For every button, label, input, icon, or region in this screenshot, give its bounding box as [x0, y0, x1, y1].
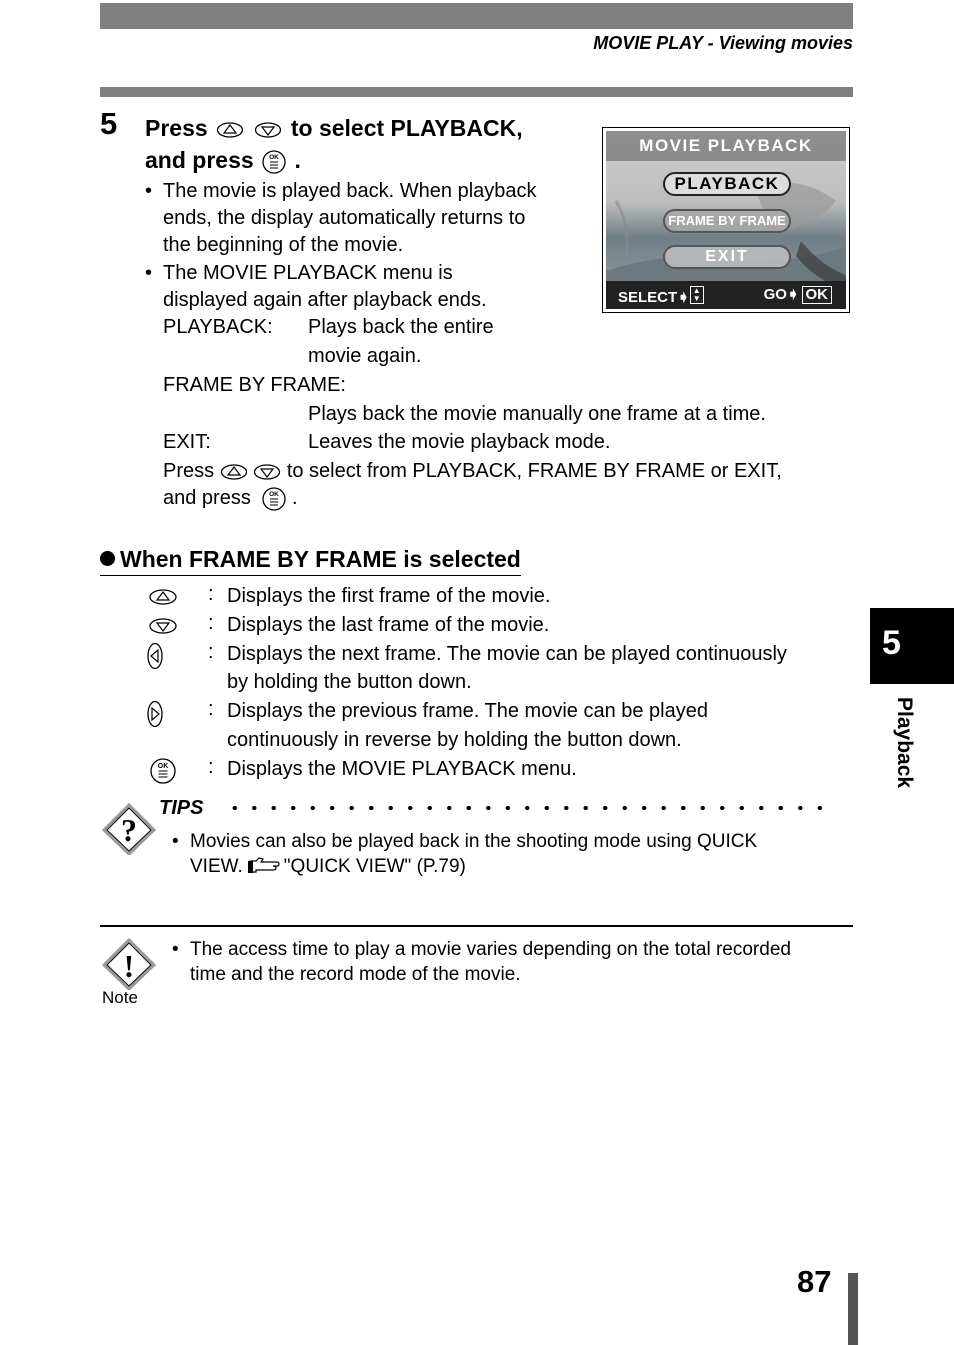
svg-text:OK: OK	[157, 763, 169, 770]
section-item-2: Displays the last frame of the movie.	[227, 614, 550, 636]
page-number: 87	[797, 1264, 832, 1299]
step-number: 5	[100, 106, 118, 141]
step-select-text: to select PLAYBACK,	[290, 115, 523, 141]
tips-text	[190, 829, 757, 882]
option-desc-exit: Leaves the movie playback mode.	[308, 431, 611, 453]
press-rest-text: to select from PLAYBACK, FRAME BY FRAME or EXIT,	[286, 460, 782, 482]
note-line-1: The access time to play a movie varies depending on the total recorded	[190, 939, 791, 960]
step-and-press-label: and press	[145, 147, 254, 173]
colon: :	[208, 756, 214, 778]
option-desc-line: movie again.	[308, 345, 422, 367]
tips-view-text: VIEW.	[190, 856, 243, 877]
svg-text:OK: OK	[269, 490, 280, 498]
lcd-ok-label: OK	[802, 286, 833, 304]
section-item-5: Displays the MOVIE PLAYBACK menu.	[227, 758, 577, 780]
tips-dotted-rule	[225, 803, 830, 813]
down-arrow-button-icon	[254, 121, 282, 139]
header-title: MOVIE PLAY - Viewing movies	[593, 33, 853, 53]
lcd-menu-playback: PLAYBACK	[663, 172, 791, 196]
lcd-title: MOVIE PLAYBACK	[606, 131, 846, 161]
step-instruction	[145, 112, 523, 176]
section-item-3-line-1: Displays the next frame. The movie can be played continuously	[227, 643, 787, 665]
step-press-label: Press	[145, 115, 208, 141]
bullet-dot-icon	[100, 551, 115, 566]
note-rule	[100, 925, 853, 927]
bullet-2	[163, 260, 487, 314]
left-arrow-button-icon	[146, 642, 164, 675]
up-arrow-button-icon	[216, 121, 244, 139]
ok-button-icon	[262, 486, 286, 512]
lcd-arrow-icon: ➧	[677, 289, 690, 306]
bullet-marker: •	[145, 262, 153, 284]
press-instruction	[163, 458, 782, 512]
svg-text:?: ?	[121, 812, 137, 848]
bullet-1-line-2: ends, the display automatically returns to	[163, 207, 526, 229]
bullet-2-line-1: The MOVIE PLAYBACK menu is	[163, 262, 453, 284]
bullet-1	[163, 178, 537, 259]
ok-button-icon	[262, 149, 286, 175]
press-label: Press	[163, 460, 215, 482]
bullet-1-line-3: the beginning of the movie.	[163, 234, 404, 256]
note-text	[190, 937, 791, 987]
lcd-menu-frame-by-frame: FRAME BY FRAME	[663, 209, 791, 233]
press-period: .	[291, 487, 298, 509]
step-period: .	[294, 147, 301, 173]
tips-line-2	[190, 854, 757, 882]
lcd-go-hint	[764, 285, 832, 304]
page-number-bar	[848, 1273, 858, 1345]
up-arrow-button-icon	[220, 463, 248, 481]
option-term-exit: EXIT:	[163, 431, 211, 453]
ok-button-icon	[150, 757, 176, 790]
colon: :	[208, 698, 214, 720]
header-rule	[100, 87, 853, 97]
section-item-3-line-2: by holding the button down.	[227, 671, 472, 693]
lcd-updown-icon: ▲ ▼	[690, 286, 704, 304]
down-arrow-button-icon	[148, 617, 178, 640]
section-heading	[100, 546, 521, 576]
pointing-hand-icon	[247, 857, 281, 882]
section-item-4	[227, 698, 708, 754]
option-desc-line: Plays back the entire	[308, 316, 494, 338]
colon: :	[208, 612, 214, 634]
lcd-arrow-icon: ➧	[786, 286, 800, 303]
section-item-4-line-1: Displays the previous frame. The movie can be played	[227, 700, 708, 722]
lcd-screen-inner	[606, 131, 846, 309]
down-arrow-button-icon	[253, 463, 281, 481]
lcd-screen	[602, 127, 850, 313]
bullet-2-line-2: displayed again after playback ends.	[163, 289, 487, 311]
colon: :	[208, 583, 214, 605]
tips-line-1: Movies can also be played back in the shooting mode using QUICK	[190, 831, 758, 852]
svg-text:!: !	[123, 948, 135, 984]
bullet-marker: •	[172, 939, 179, 960]
tips-label: TIPS	[159, 797, 204, 819]
chapter-tab-label: Playback	[893, 697, 916, 789]
bullet-marker: •	[172, 831, 179, 852]
option-term-playback: PLAYBACK:	[163, 316, 273, 338]
question-mark-icon	[102, 803, 156, 860]
and-press-label: and press	[163, 487, 251, 509]
bullet-1-line-1: The movie is played back. When playback	[163, 180, 537, 202]
lcd-bottom-bar	[606, 281, 846, 309]
section-title: When FRAME BY FRAME is selected	[120, 546, 521, 572]
option-desc-frame-by-frame: Plays back the movie manually one frame at a time.	[308, 403, 766, 425]
option-desc-playback	[308, 314, 494, 370]
tips-reference: "QUICK VIEW" (P.79)	[283, 856, 466, 877]
section-item-3	[227, 641, 787, 696]
exclamation-icon	[102, 938, 156, 995]
note-label: Note	[102, 988, 138, 1007]
up-arrow-button-icon	[148, 588, 178, 611]
colon: :	[208, 641, 214, 663]
lcd-select-hint	[618, 286, 704, 306]
lcd-go-label: GO	[763, 286, 787, 303]
section-item-4-line-2: continuously in reverse by holding the button down.	[227, 729, 682, 751]
right-arrow-button-icon	[146, 700, 164, 733]
header-bar	[100, 3, 853, 29]
lcd-select-label: SELECT	[618, 289, 678, 306]
chapter-tab: 5	[870, 608, 954, 684]
lcd-menu-exit: EXIT	[663, 245, 791, 269]
option-term-frame-by-frame: FRAME BY FRAME:	[163, 374, 346, 396]
svg-text:OK: OK	[269, 153, 279, 161]
bullet-marker: •	[145, 180, 153, 202]
section-item-1: Displays the first frame of the movie.	[227, 585, 551, 607]
note-line-2: time and the record mode of the movie.	[190, 964, 521, 985]
